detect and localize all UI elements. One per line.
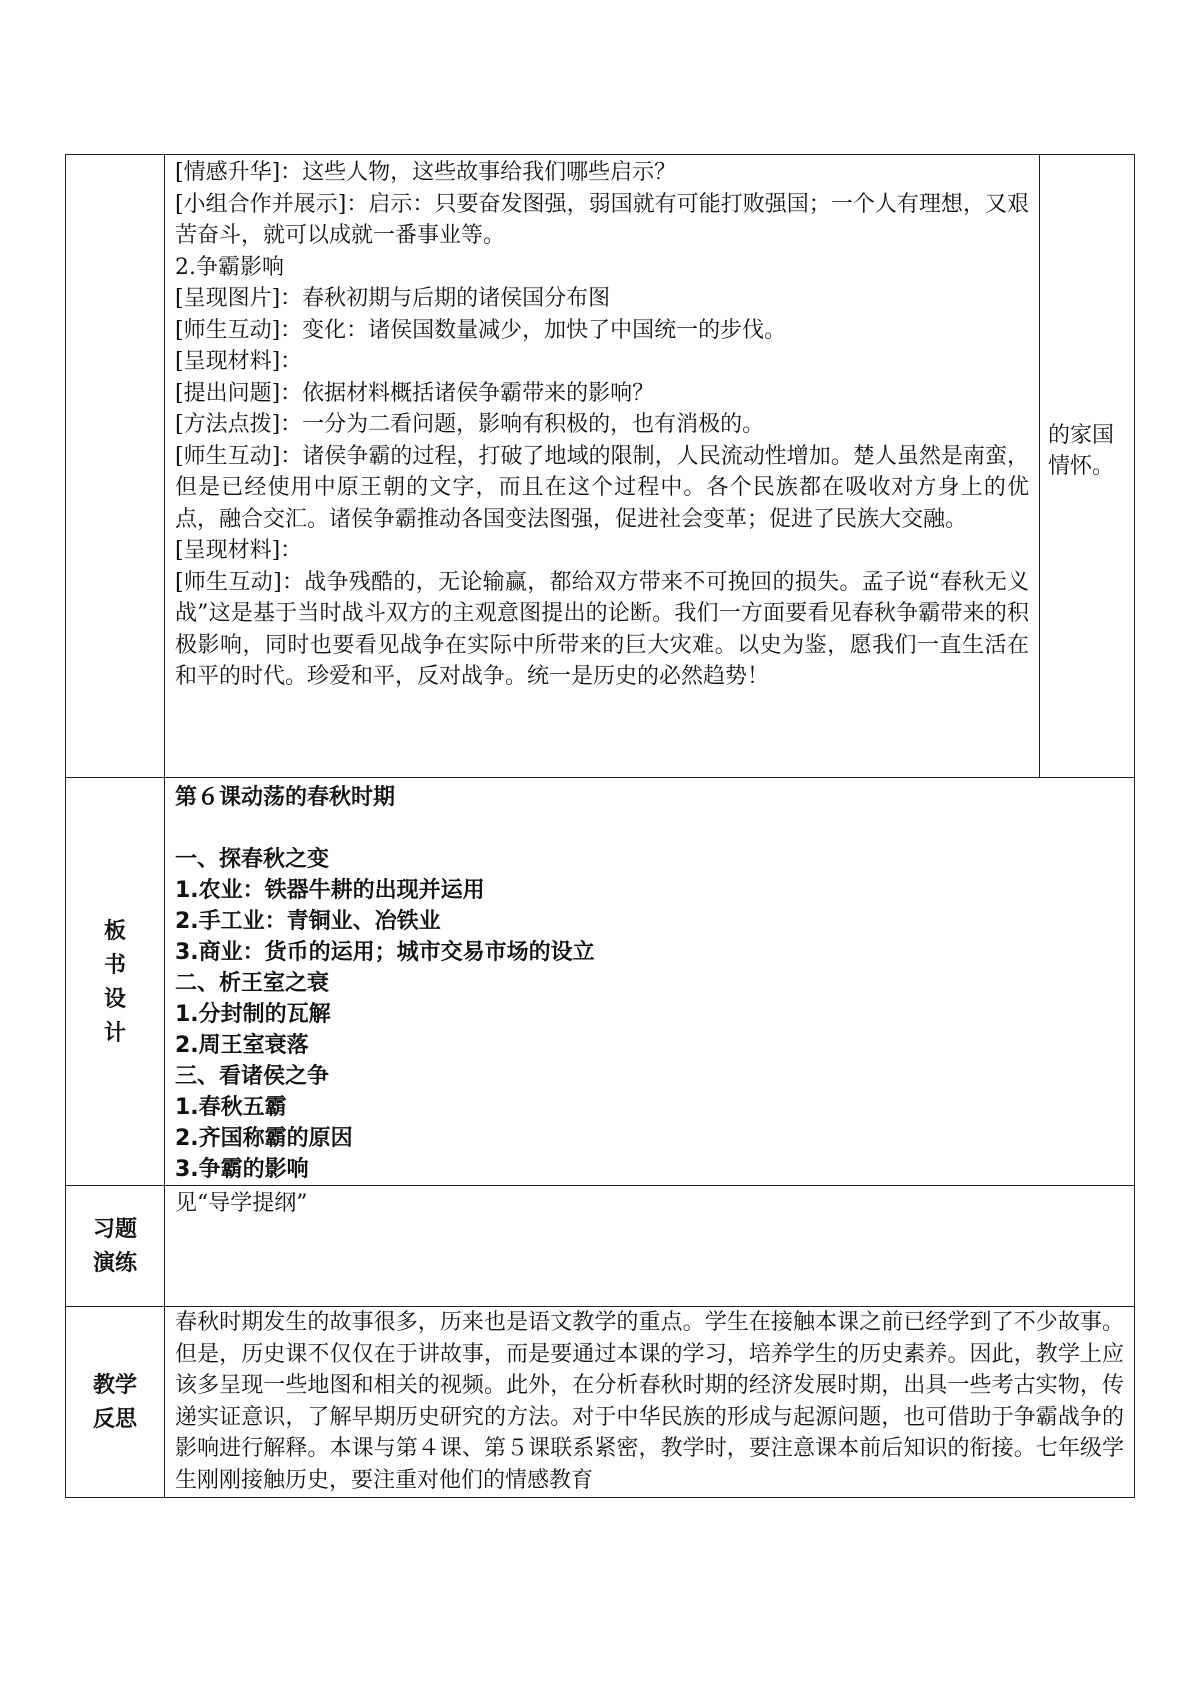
row-label-cell: [66, 155, 165, 778]
board-line: 1.农业：铁器牛耕的出现并运用: [175, 878, 485, 903]
table-row: [66, 155, 1135, 778]
board-title: 第６课动荡的春秋时期: [175, 785, 396, 810]
board-line: 一、探春秋之变: [175, 847, 330, 872]
paragraph: [小组合作并展示]：启示：只要奋发图强，弱国就有可能打败强国；一个人有理想，又艰苦奋斗，就可以成就一番事业等。: [175, 191, 1029, 248]
row-label-reflection: [66, 1307, 165, 1498]
paragraph: [师生互动]：诸侯争霸的过程，打破了地域的限制，人民流动性增加。楚人虽然是南蛮，但是已经使用中原王朝的文字，而且在这个过程中。各个民族都在吸收对方身上的优点，融合交汇。诸侯争霸推动各国变法图强，促进社会变革；促进了民族大交融。: [175, 443, 1029, 532]
label-text: 习题演练: [92, 1216, 137, 1276]
board-line: 1.分封制的瓦解: [175, 1002, 331, 1027]
board-line: 3.争霸的影响: [175, 1157, 309, 1182]
paragraph: [情感升华]：这些人物，这些故事给我们哪些启示？: [175, 160, 677, 185]
row-label-exercises: [66, 1186, 165, 1307]
paragraph: [师生互动]：战争残酷的，无论输赢，都给双方带来不可挽回的损失。孟子说“春秋无义战”这是基于当时战斗双方的主观意图提出的论断。我们一方面要看见春秋争霸带来的积极影响，同时也要看见战争在实际中所带来的巨大灾难。以史为鉴，愿我们一直生活在和平的时代。珍爱和平，反对战争。统一是历史的必然趋势！: [175, 569, 1029, 689]
board-line: 2.周王室衰落: [175, 1033, 309, 1058]
paragraph: 2.争霸影响: [175, 254, 284, 280]
design-intent-cell: [1040, 155, 1135, 778]
exercises-cell: [165, 1186, 1135, 1307]
table-row: [66, 778, 1135, 1186]
paragraph: [方法点拨]：一分为二看问题，影响有积极的，也有消极的。: [175, 412, 765, 437]
board-line: 2.齐国称霸的原因: [175, 1126, 353, 1151]
table-row: [66, 1186, 1135, 1307]
design-intent-text: 的家国情怀。: [1048, 423, 1115, 479]
board-line: 2.手工业：青铜业、冶铁业: [175, 909, 441, 934]
paragraph: [提出问题]：依据材料概括诸侯争霸带来的影响？: [175, 380, 655, 406]
board-line: 3.商业：货币的运用；城市交易市场的设立: [175, 940, 595, 965]
board-line: 1.春秋五霸: [175, 1095, 287, 1120]
board-line: 三、看诸侯之争: [175, 1064, 330, 1089]
paragraph: [呈现图片]：春秋初期与后期的诸侯国分布图: [175, 286, 611, 311]
reflection-cell: [165, 1307, 1135, 1498]
paragraph: [呈现材料]：: [175, 349, 303, 374]
board-design-cell: [165, 778, 1135, 1186]
label-text: 教学反思: [92, 1372, 137, 1432]
row-label-board-design: 板书设计: [66, 778, 165, 1186]
reflection-text: 春秋时期发生的故事很多，历来也是语文教学的重点。学生在接触本课之前已经学到了不少故事。但是，历史课不仅仅在于讲故事，而是要通过本课的学习，培养学生的历史素养。因此，教学上应该多呈现一些地图和相关的视频。此外，在分析春秋时期的经济发展时期，出具一些考古实物，传递实证意识，了解早期历史研究的方法。对于中华民族的形成与起源问题，也可借助于争霸战争的影响进行解释。本课与第４课、第５课联系紧密，教学时，要注意课本前后知识的衔接。七年级学生刚刚接触历史，要注重对他们的情感教育: [175, 1310, 1124, 1493]
table-row: [66, 1307, 1135, 1498]
paragraph: [师生互动]：变化：诸侯国数量减少，加快了中国统一的步伐。: [175, 317, 787, 343]
paragraph: [呈现材料]：: [175, 538, 303, 563]
exercises-text: 见“导学提纲”: [175, 1191, 308, 1216]
teaching-process-cell: [165, 155, 1040, 778]
board-line: 二、析王室之衰: [175, 971, 330, 996]
lesson-plan-table: [65, 154, 1135, 1498]
